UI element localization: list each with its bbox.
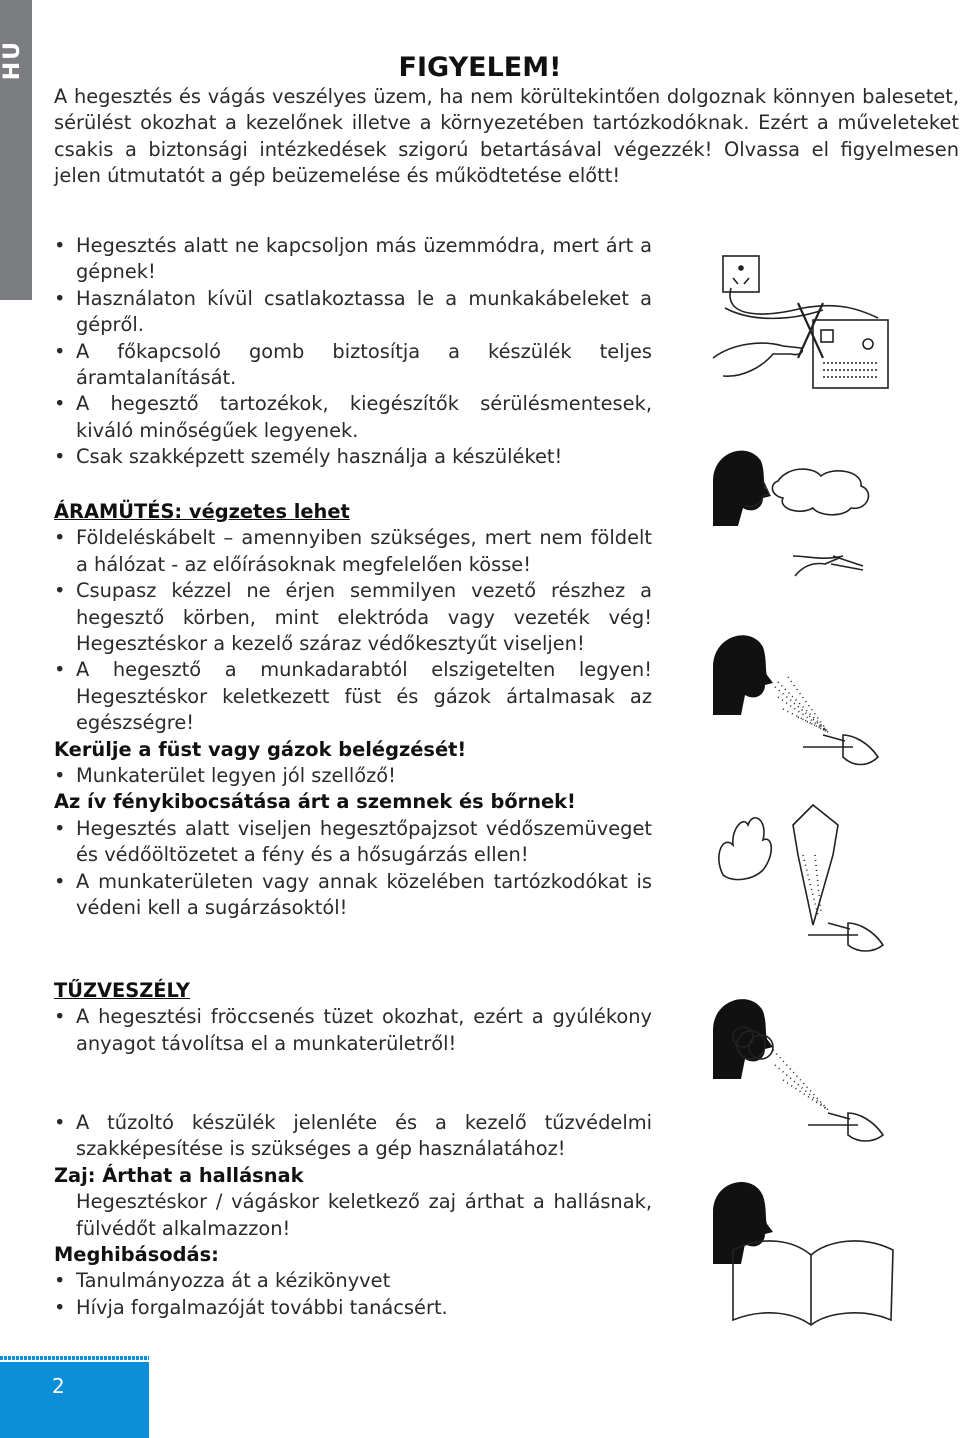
footer-divider: [0, 1356, 149, 1360]
list-item: • Hegesztés alatt viseljen hegesztőpajzsot védőszemüveget és védőöltözetet a fény és a hősugárzás ellen!: [54, 816, 652, 867]
fire-section: [54, 978, 652, 1057]
arc-light-illustration: [703, 795, 903, 955]
list-item: • A hegesztő a munkadarabtól elszigetelten legyen! Hegesztéskor keletkezett füst és gázok ártalmasak az egészségre!: [54, 658, 652, 735]
noise-heading: Zaj: Árthat a hallásnak: [54, 1163, 304, 1187]
fumes-illustration: [703, 617, 903, 777]
page-number: 2: [52, 1374, 65, 1398]
language-code: HU: [0, 40, 25, 81]
fumes-heading: Kerülje a füst vagy gázok belégzését!: [54, 737, 467, 761]
welding-mask-illustration: [703, 985, 903, 1145]
list-item: • Tanulmányozza át a kézikönyvet: [54, 1269, 391, 1293]
fire-noise-fault-section: [54, 1110, 652, 1321]
list-item: • A hegesztő tartozékok, kiegészítők sérülésmentesek, kiváló minőségűek legyenek.: [54, 392, 652, 442]
arc-heading: Az ív fénykibocsátása árt a szemnek és bőrnek!: [54, 790, 576, 814]
shock-section: [54, 499, 652, 922]
list-item: • Használaton kívül csatlakoztassa le a munkakábeleket a gépről.: [54, 286, 652, 337]
list-item: • Földeléskábelt – amennyiben szükséges, mert nem földelt a hálózat - az előírásoknak megfelelően kösse!: [54, 526, 652, 576]
list-item: • Csupasz kézzel ne érjen semmilyen vezető részhez a hegesztő körben, mint elektróda vagy vezeték vég! Hegesztéskor a kezelő száraz védőkesztyűt viseljen!: [54, 579, 652, 656]
page-title: FIGYELEM!: [398, 52, 562, 83]
list-item: • A tűzoltó készülék jelenléte és a kezelő tűzvédelmi szakképesítése is szükséges a gép használatához!: [54, 1111, 652, 1161]
general-list: [54, 233, 652, 471]
list-item: • Csak szakképzett személy használja a készüléket!: [54, 445, 563, 469]
shock-heading: ÁRAMÜTÉS: végzetes lehet: [54, 500, 350, 523]
breathing-hazard-illustration: [703, 436, 903, 586]
unplug-illustration: [703, 248, 903, 398]
list-item: • Munkaterület legyen jól szellőző!: [54, 764, 396, 788]
noise-text: Hegesztéskor / vágáskor keletkező zaj árthat a hallásnak, fülvédőt alkalmazzon!: [76, 1190, 652, 1240]
fault-heading: Meghibásodás:: [54, 1243, 219, 1267]
intro-paragraph: A hegesztés és vágás veszélyes üzem, ha nem körültekintően dolgoznak könnyen balesetet, sérülést okozhat a kezelőnek illetve a környezetében tartózkodóknak. Ezért a műveleteket csakis a biztonsági intézkedések szigorú betartásával végezzék! Olvassa el figyelmesen jelen útmutatót a gép beüzemelése és működtetése előtt!: [54, 85, 959, 188]
fire-heading: TŰZVESZÉLY: [54, 979, 190, 1002]
list-item: • A hegesztési fröccsenés tüzet okozhat, ezért a gyúlékony anyagot távolítsa el a munkaterületről!: [54, 1005, 652, 1055]
language-tab: [0, 0, 32, 300]
list-item: • A főkapcsoló gomb biztosítja a készülék teljes áramtalanítását.: [54, 339, 652, 390]
manual-book-illustration: [703, 1170, 903, 1330]
list-item: • Hegesztés alatt ne kapcsoljon más üzemmódra, mert árt a gépnek!: [54, 234, 652, 284]
page-footer: [0, 1362, 149, 1438]
list-item: • Hívja forgalmazóját további tanácsért.: [54, 1295, 448, 1319]
list-item: • A munkaterületen vagy annak közelében tartózkodókat is védeni kell a sugárzásoktól!: [54, 869, 652, 920]
